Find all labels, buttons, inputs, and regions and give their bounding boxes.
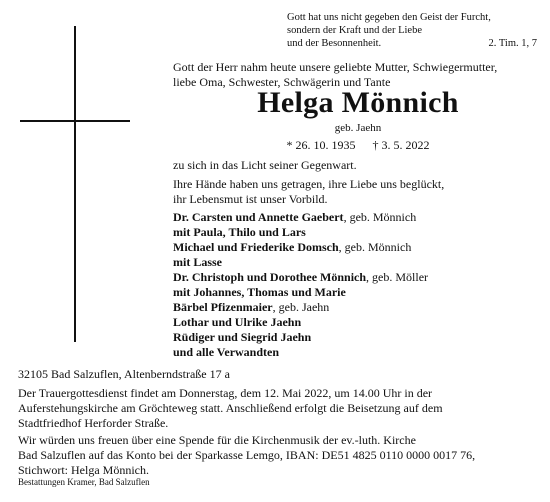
family-names: Dr. Carsten und Annette Gaebert bbox=[173, 210, 344, 224]
service-line: Der Trauergottesdienst findet am Donnerstag, dem 12. Mai 2022, um 14.00 Uhr in der bbox=[18, 386, 433, 400]
family-row bbox=[173, 255, 543, 270]
family-names: mit Paula, Thilo und Lars bbox=[173, 225, 306, 239]
family-row bbox=[173, 240, 543, 255]
family-note: , geb. Möller bbox=[366, 270, 429, 284]
birth-date: * 26. 10. 1935 bbox=[286, 138, 356, 152]
light-text: zu sich in das Licht seiner Gegenwart. bbox=[173, 158, 357, 172]
family-row bbox=[173, 270, 543, 285]
death-date: † 3. 5. 2022 bbox=[372, 138, 430, 152]
poem-line: ihr Lebensmut ist unser Vorbild. bbox=[173, 192, 328, 206]
bible-quote bbox=[287, 11, 537, 50]
family-row bbox=[173, 345, 543, 360]
poem-text bbox=[173, 177, 543, 207]
address: 32105 Bad Salzuflen, Altenberndstraße 17 a bbox=[18, 367, 230, 381]
service-info bbox=[18, 386, 538, 431]
maiden-name: geb. Jaehn bbox=[334, 122, 382, 134]
family-list bbox=[173, 210, 543, 360]
quote-line: sondern der Kraft und der Liebe bbox=[287, 25, 422, 36]
family-note: , geb. Jaehn bbox=[272, 300, 330, 314]
family-names: Michael und Friederike Domsch bbox=[173, 240, 339, 254]
quote-line: Gott hat uns nicht gegeben den Geist der Furcht, bbox=[287, 12, 491, 23]
family-row bbox=[173, 285, 543, 300]
family-row bbox=[173, 225, 543, 240]
cross-vertical-bar bbox=[74, 26, 76, 342]
life-dates bbox=[173, 138, 543, 153]
donation-line: Stichwort: Helga Mönnich. bbox=[18, 463, 149, 477]
family-names: Rüdiger und Siegrid Jaehn bbox=[173, 330, 312, 344]
family-note: , geb. Mönnich bbox=[338, 240, 412, 254]
family-names: mit Johannes, Thomas und Marie bbox=[173, 285, 346, 299]
intro-line: liebe Oma, Schwester, Schwägerin und Tante bbox=[173, 75, 391, 89]
family-row bbox=[173, 300, 543, 315]
cross-horizontal-bar bbox=[20, 120, 130, 122]
service-line: Stadtfriedhof Herforder Straße. bbox=[18, 416, 169, 430]
donation-info bbox=[18, 433, 538, 478]
intro-line: Gott der Herr nahm heute unsere geliebte Mutter, Schwiegermutter, bbox=[173, 60, 498, 74]
family-names: Dr. Christoph und Dorothee Mönnich bbox=[173, 270, 367, 284]
undertaker: Bestattungen Kramer, Bad Salzuflen bbox=[18, 477, 150, 487]
family-names: und alle Verwandten bbox=[173, 345, 280, 359]
family-row bbox=[173, 210, 543, 225]
deceased-name: Helga Mönnich bbox=[257, 86, 459, 119]
family-note: , geb. Mönnich bbox=[343, 210, 417, 224]
quote-line: und der Besonnenheit. bbox=[287, 38, 382, 49]
donation-line: Bad Salzuflen auf das Konto bei der Sparkasse Lemgo, IBAN: DE51 4825 0110 0000 0017 76, bbox=[18, 448, 476, 462]
service-line: Auferstehungskirche am Gröchteweg statt. Anschließend erfolgt die Beisetzung auf dem bbox=[18, 401, 443, 415]
family-names: mit Lasse bbox=[173, 255, 222, 269]
poem-line: Ihre Hände haben uns getragen, ihre Liebe uns beglückt, bbox=[173, 177, 445, 191]
donation-line: Wir würden uns freuen über eine Spende für die Kirchenmusik der ev.-luth. Kirche bbox=[18, 433, 416, 447]
family-names: Bärbel Pfizenmaier bbox=[173, 300, 273, 314]
quote-reference: 2. Tim. 1, 7 bbox=[488, 38, 537, 49]
family-row bbox=[173, 330, 543, 345]
family-names: Lothar und Ulrike Jaehn bbox=[173, 315, 302, 329]
family-row bbox=[173, 315, 543, 330]
